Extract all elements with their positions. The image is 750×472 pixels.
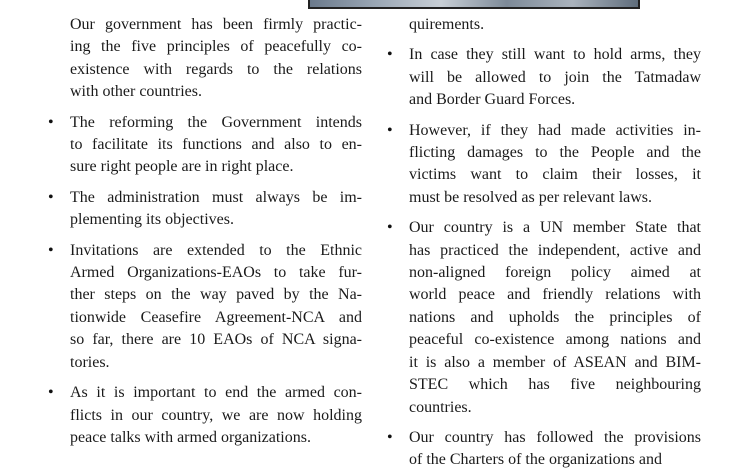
text-line: quirements. [409,16,485,33]
text-line: • The reforming the Government intends [70,113,362,131]
text-line: to facilitate its functions and also to en- [70,136,362,154]
bullet-paragraph [409,427,701,472]
text-line: non-aligned foreign policy aimed at [409,264,701,282]
text-line: ther steps on the way paved by the Na- [70,286,362,304]
text-line: peace talks with armed organizations. [70,428,311,446]
text-line: flicts in our country, we are now holding [70,406,362,424]
text-line: plementing its objectives. [70,211,234,229]
text-line: nations and upholds the principles of [409,308,701,326]
text-line: it is also a member of ASEAN and BIM- [409,353,701,371]
text-line: STEC which has five neighbouring [409,376,701,394]
text-line: Our government has been firmly practic- [70,16,362,33]
bullet-paragraph [409,217,701,419]
text-line: tories. [70,353,110,371]
text-line: world peace and friendly relations with [409,286,701,304]
text-line: victims want to claim their losses, it [409,166,701,184]
text-line: will be allowed to join the Tatmadaw [409,68,701,86]
text-line: with other countries. [70,83,202,101]
text-line: must be resolved as per relevant laws. [409,188,653,206]
text-line: existence with regards to the relations [70,60,362,78]
text-line: countries. [409,398,472,416]
text-line: • The administration must always be im- [70,188,362,206]
text-line: • However, if they had made activities in- [409,121,701,139]
text-line: • In case they still want to hold arms, they [409,46,701,64]
paragraph [70,14,362,104]
text-line: • Our country has followed the provisions [409,428,701,446]
text-line: of the Charters of the organizations and [409,451,662,469]
text-line: • Our country is a UN member State that [409,219,701,237]
text-line: so far, there are 10 EAOs of NCA signa- [70,331,362,349]
text-line: sure right people are in right place. [70,158,294,176]
text-line: and Border Guard Forces. [409,91,576,109]
bullet-paragraph [409,120,701,210]
text-line: ing the five principles of peacefully co- [70,38,362,56]
bullet-paragraph [70,240,362,374]
text-line: tionwide Ceasefire Agreement-NCA and [70,308,362,326]
bullet-paragraph [70,187,362,232]
text-line: has practiced the independent, active and [409,241,701,259]
text-line: • Invitations are extended to the Ethnic [70,241,362,259]
left-column [70,14,362,449]
text-line: Armed Organizations-EAOs to take fur- [70,264,362,282]
right-column [409,14,701,472]
bullet-paragraph [70,382,362,449]
header-photo [308,0,640,9]
bullet-paragraph [70,112,362,179]
text-line: flicting damages to the People and the [409,144,701,162]
bullet-paragraph [409,44,701,111]
paragraph [409,14,701,36]
text-line: peaceful co-existence among nations and [409,331,701,349]
text-line: • As it is important to end the armed con- [70,384,362,402]
